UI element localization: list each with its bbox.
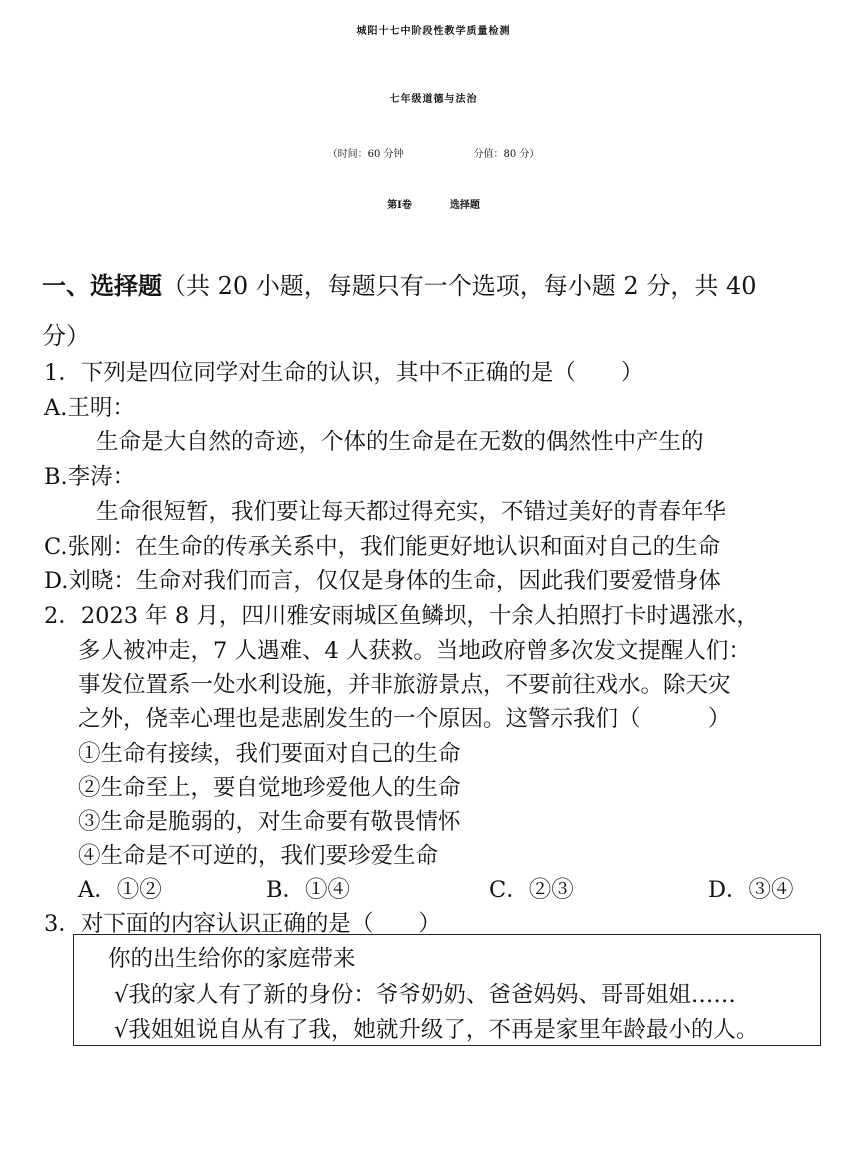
volume-heading [0, 196, 867, 211]
q1-option-a-text: 生命是大自然的奇迹，个体的生命是在无数的偶然性中产生的 [96, 429, 704, 455]
q1-option-c: C.张刚：在生命的传承关系中，我们能更好地认识和面对自己的生命 [44, 534, 721, 560]
q3-box-line-3: √我姐姐说自从有了我，她就升级了，不再是家里年龄最小的人。 [114, 1017, 759, 1043]
question-3-stem: 3．对下面的内容认识正确的是（ ） [44, 911, 441, 937]
section-heading [42, 266, 757, 301]
q2-statement-2: ②生命至上，要自觉地珍爱他人的生命 [78, 775, 461, 801]
q2-option-a: A．①② [78, 877, 162, 903]
subject-title: 七年级道德与法治 [389, 94, 478, 105]
q2-option-c: C．②③ [489, 877, 574, 903]
exam-meta [0, 145, 867, 160]
q2-statement-3: ③生命是脆弱的，对生命要有敬畏情怀 [78, 809, 461, 835]
q3-box-line-1: 你的出生给你的家庭带来 [108, 946, 356, 972]
section-desc: （共 20 小题，每题只有一个选项，每小题 2 分，共 40 [162, 272, 757, 300]
question-1-stem: 1．下列是四位同学对生命的认识，其中不正确的是（ ） [44, 360, 644, 386]
q1-option-a-label: A.王明： [44, 395, 135, 421]
volume-label: 第Ⅰ卷 [387, 200, 412, 211]
q2-statement-4: ④生命是不可逆的，我们要珍爱生命 [78, 843, 439, 869]
score-info: 分值：80 分） [473, 149, 540, 160]
q1-option-b-text: 生命很短暂，我们要让每天都过得充实，不错过美好的青春年华 [96, 499, 727, 525]
section-desc-cont: 分） [42, 322, 90, 350]
q1-option-d: D.刘晓：生命对我们而言，仅仅是身体的生命，因此我们要爱惜身体 [44, 568, 721, 594]
q2-option-b: B．①④ [266, 877, 351, 903]
exam-title: 城阳十七中阶段性教学质量检测 [356, 26, 511, 37]
question-2-line-1: 2．2023 年 8 月，四川雅安雨城区鱼鳞坝，十余人拍照打卡时遇涨水， [44, 603, 759, 629]
q1-option-b-label: B.李涛： [44, 464, 136, 490]
q2-option-d: D．③④ [708, 877, 794, 903]
question-2-line-4: 之外，侥幸心理也是悲剧发生的一个原因。这警示我们（ ） [78, 706, 731, 732]
volume-name: 选择题 [449, 200, 480, 211]
q3-material-box [73, 934, 821, 1046]
q2-statement-1: ①生命有接续，我们要面对自己的生命 [78, 741, 461, 767]
question-2-line-2: 多人被冲走，7 人遇难、4 人获救。当地政府曾多次发文提醒人们： [78, 638, 751, 664]
question-2-line-3: 事发位置系一处水利设施，并非旅游景点，不要前往戏水。除天灾 [78, 672, 731, 698]
q3-box-line-2: √我的家人有了新的身份：爷爷奶奶、爸爸妈妈、哥哥姐姐…… [114, 982, 736, 1008]
section-head: 一、选择题 [42, 271, 162, 300]
time-info: （时间：60 分钟 [327, 149, 404, 160]
